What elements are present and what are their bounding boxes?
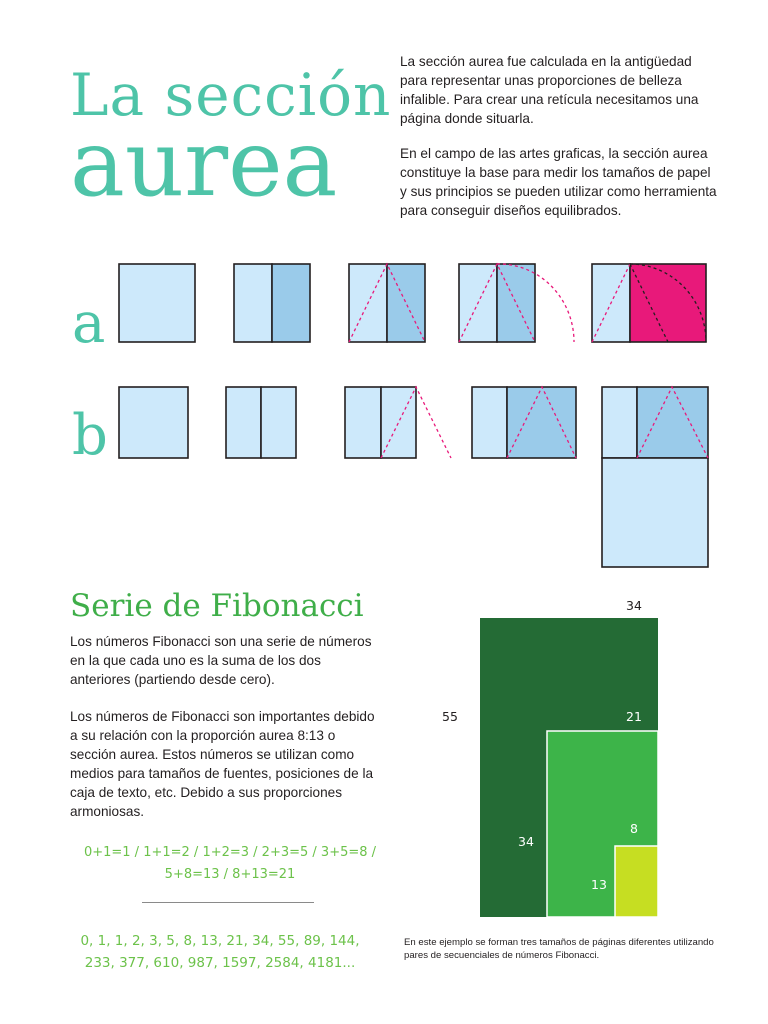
row-b-step-4 <box>472 387 576 458</box>
title-line1: La sección <box>70 61 392 129</box>
fibonacci-sums-line2: 5+8=13 / 8+13=21 <box>164 867 296 882</box>
row-label-a: a <box>72 291 106 356</box>
label-inner-34: 34 <box>518 834 534 849</box>
label-inner-8: 8 <box>630 821 638 836</box>
row-a-step-4 <box>459 264 535 342</box>
row-a-step-2 <box>234 264 310 342</box>
intro-paragraph-2: En el campo de las artes graficas, la sección aurea constituye la base para medir los tamaños de papel y sus principios se pueden utilizar como herramienta para conseguir diseños equilibrados. <box>400 146 717 218</box>
row-a-step-3 <box>349 264 425 342</box>
fibonacci-sums-line1: 0+1=1 / 1+1=2 / 1+2=3 / 2+3=5 / 3+5=8 / <box>83 845 377 860</box>
fibonacci-paragraph-2: Los números de Fibonacci son importantes debido a su relación con la proporción aurea 8:13 o sección aurea. Estos números se utilizan como medios para tamaños de fuentes, posiciones de la caja de texto, etc. Debido a sus proporciones armoniosas. <box>70 709 375 819</box>
page-8x13 <box>615 846 658 917</box>
fibonacci-pages-diagram <box>400 590 720 930</box>
fibonacci-sequence-line1: 0, 1, 1, 2, 3, 5, 8, 13, 21, 34, 55, 89, 144, <box>80 933 360 949</box>
label-inner-21: 21 <box>626 709 642 724</box>
fibonacci-sequence-line2: 233, 377, 610, 987, 1597, 2584, 4181... <box>84 955 356 971</box>
label-inner-13: 13 <box>591 877 607 892</box>
divider <box>142 902 314 903</box>
row-a-square-1 <box>119 264 195 342</box>
intro-paragraph-1: La sección aurea fue calculada en la antigüedad para representar unas proporciones de belleza infalible. Para crear una retícula necesitamos una página donde situarla. <box>400 54 699 126</box>
fibonacci-sums <box>70 842 390 886</box>
label-left-55: 55 <box>442 709 458 724</box>
title-line2: aurea <box>70 110 338 217</box>
fibonacci-paragraph-1: Los números Fibonacci son una serie de números en la que cada uno es la suma de los dos anteriores (partiendo desde cero). <box>70 634 372 687</box>
row-b-square-1 <box>119 387 188 458</box>
diagram-caption: En este ejemplo se forman tres tamaños de páginas diferentes utilizando pares de secuenciales de números Fibonacci. <box>404 937 714 961</box>
label-top-34: 34 <box>626 598 642 613</box>
row-label-b: b <box>72 403 108 468</box>
row-b-step-2 <box>226 387 296 458</box>
row-b-step-5 <box>602 387 708 567</box>
row-b-step-3 <box>345 387 416 458</box>
fibonacci-sequence <box>70 930 370 974</box>
fibonacci-text <box>70 632 380 839</box>
fibonacci-title: Serie de Fibonacci <box>70 588 364 624</box>
